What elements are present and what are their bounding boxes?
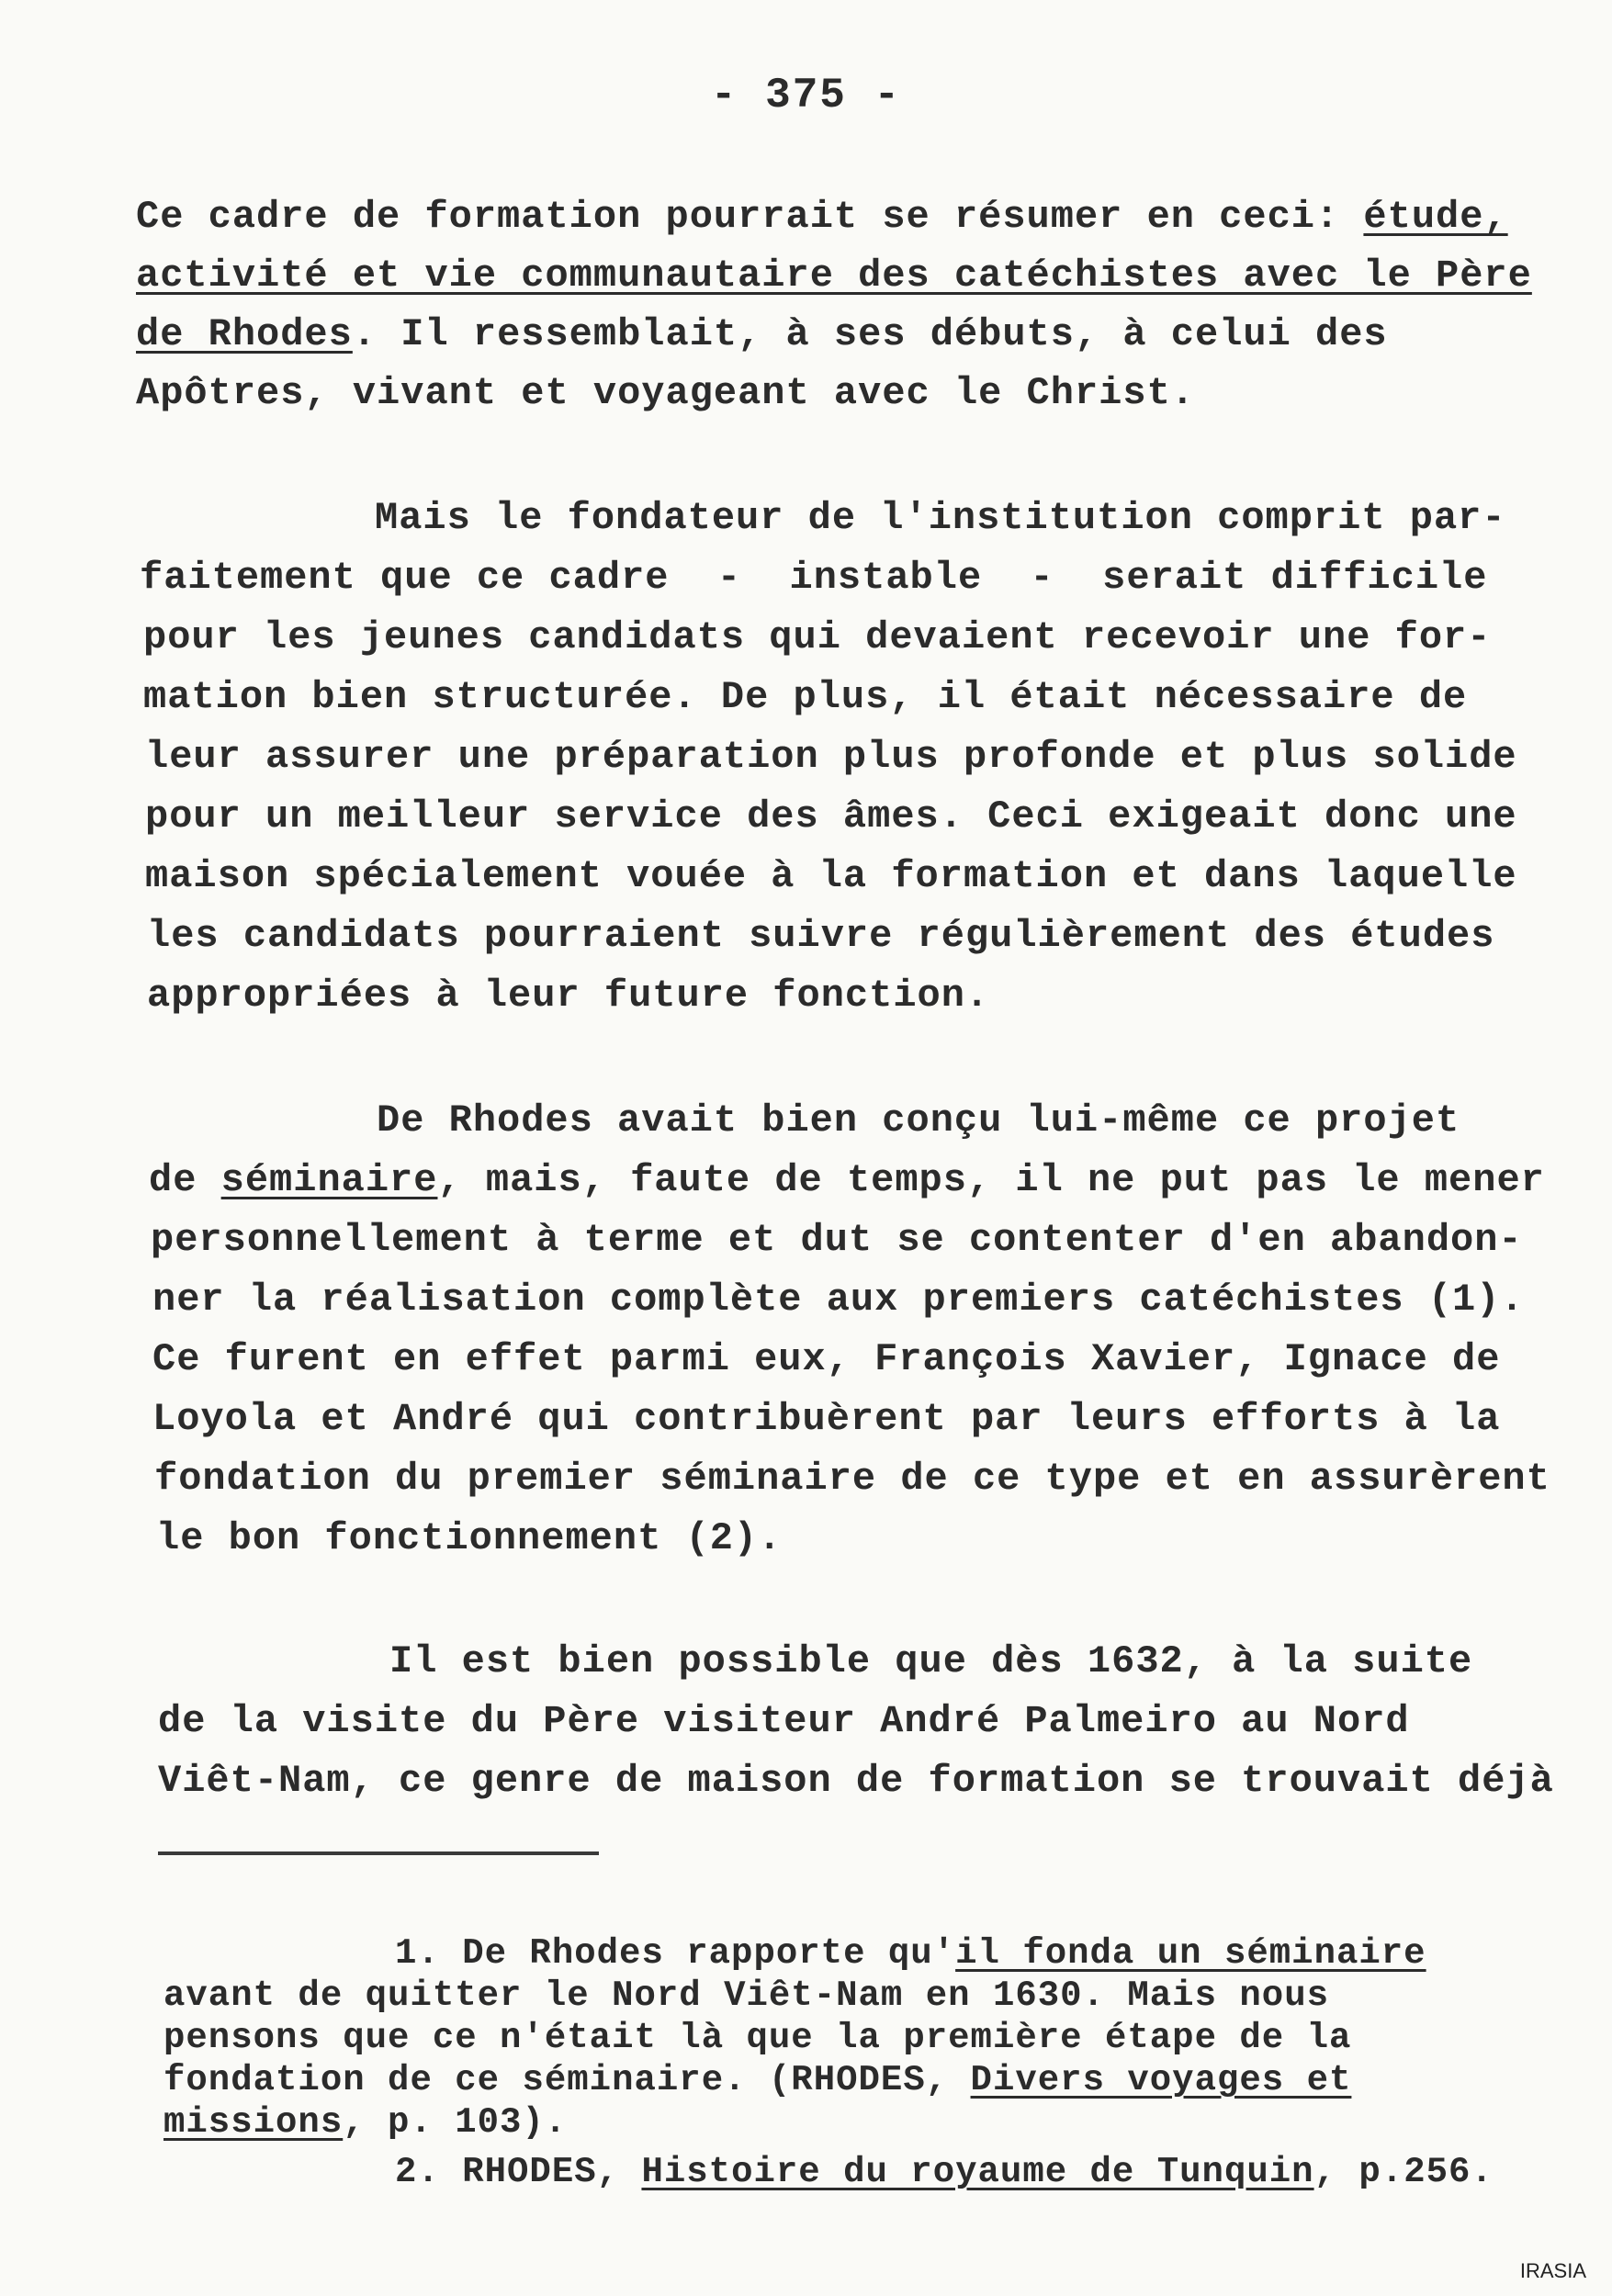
footnote1-line3: pensons que ce n'était là que la première étape de la [163,2018,1352,2058]
footnote2: 2. RHODES, Histoire du royaume de Tunquin, p.256. [395,2152,1494,2192]
para3-line: Loyola et André qui contribuèrent par leurs efforts à la [152,1397,1501,1441]
footnote-separator [158,1851,599,1855]
para2-line: leur assurer une préparation plus profonde et plus solide [145,735,1517,779]
para2-line: faitement que ce cadre - instable - serait difficile [140,556,1488,600]
para2-line: pour les jeunes candidats qui devaient recevoir une for- [143,615,1492,659]
para3-line: personnellement à terme et dut se contenter d'en abandon- [151,1218,1523,1262]
footnote1-line2: avant de quitter le Nord Viêt-Nam en 1630. Mais nous [163,1975,1329,2016]
para3-line: ner la réalisation complète aux premiers catéchistes (1). [152,1277,1525,1322]
para2-line: appropriées à leur future fonction. [147,974,990,1018]
footnote1-line4: fondation de ce séminaire. (RHODES, Divers voyages et [163,2060,1352,2100]
para1-line1: Ce cadre de formation pourrait se résumer en ceci: étude, [136,195,1508,239]
para1-line3: de Rhodes. Il ressemblait, à ses débuts, à celui des [136,312,1388,356]
para2-line: pour un meilleur service des âmes. Ceci exigeait donc une [145,794,1517,838]
para4-line: Viêt-Nam, ce genre de maison de formation se trouvait déjà [158,1759,1554,1803]
para1-line4: Apôtres, vivant et voyageant avec le Christ. [136,371,1195,415]
para3-line: fondation du premier séminaire de ce type et en assurèrent [154,1457,1550,1501]
page-number: - 375 - [710,72,902,119]
watermark: IRASIA [1519,2259,1586,2282]
para3-line1: De Rhodes avait bien conçu lui-même ce projet [377,1098,1460,1142]
footnote1-line1: 1. De Rhodes rapporte qu'il fonda un séminaire [395,1933,1426,1974]
para3-line: le bon fonctionnement (2). [156,1516,783,1560]
para2-line: mation bien structurée. De plus, il était nécessaire de [143,675,1468,719]
para2-line: Mais le fondateur de l'institution comprit par- [375,496,1506,540]
para4-line: Il est bien possible que dès 1632, à la suite [389,1639,1473,1683]
para3-line2: de séminaire, mais, faute de temps, il ne put pas le mener [149,1158,1545,1202]
para2-line: les candidats pourraient suivre régulièrement des études [147,914,1495,958]
para3-line: Ce furent en effet parmi eux, François Xavier, Ignace de [152,1337,1501,1381]
para1-line2: activité et vie communautaire des catéchistes avec le Père [136,253,1532,298]
para4-line: de la visite du Père visiteur André Palmeiro au Nord [158,1699,1410,1743]
para2-line: maison spécialement vouée à la formation et dans laquelle [145,854,1517,898]
footnote1-line5: missions, p. 103). [163,2102,568,2143]
